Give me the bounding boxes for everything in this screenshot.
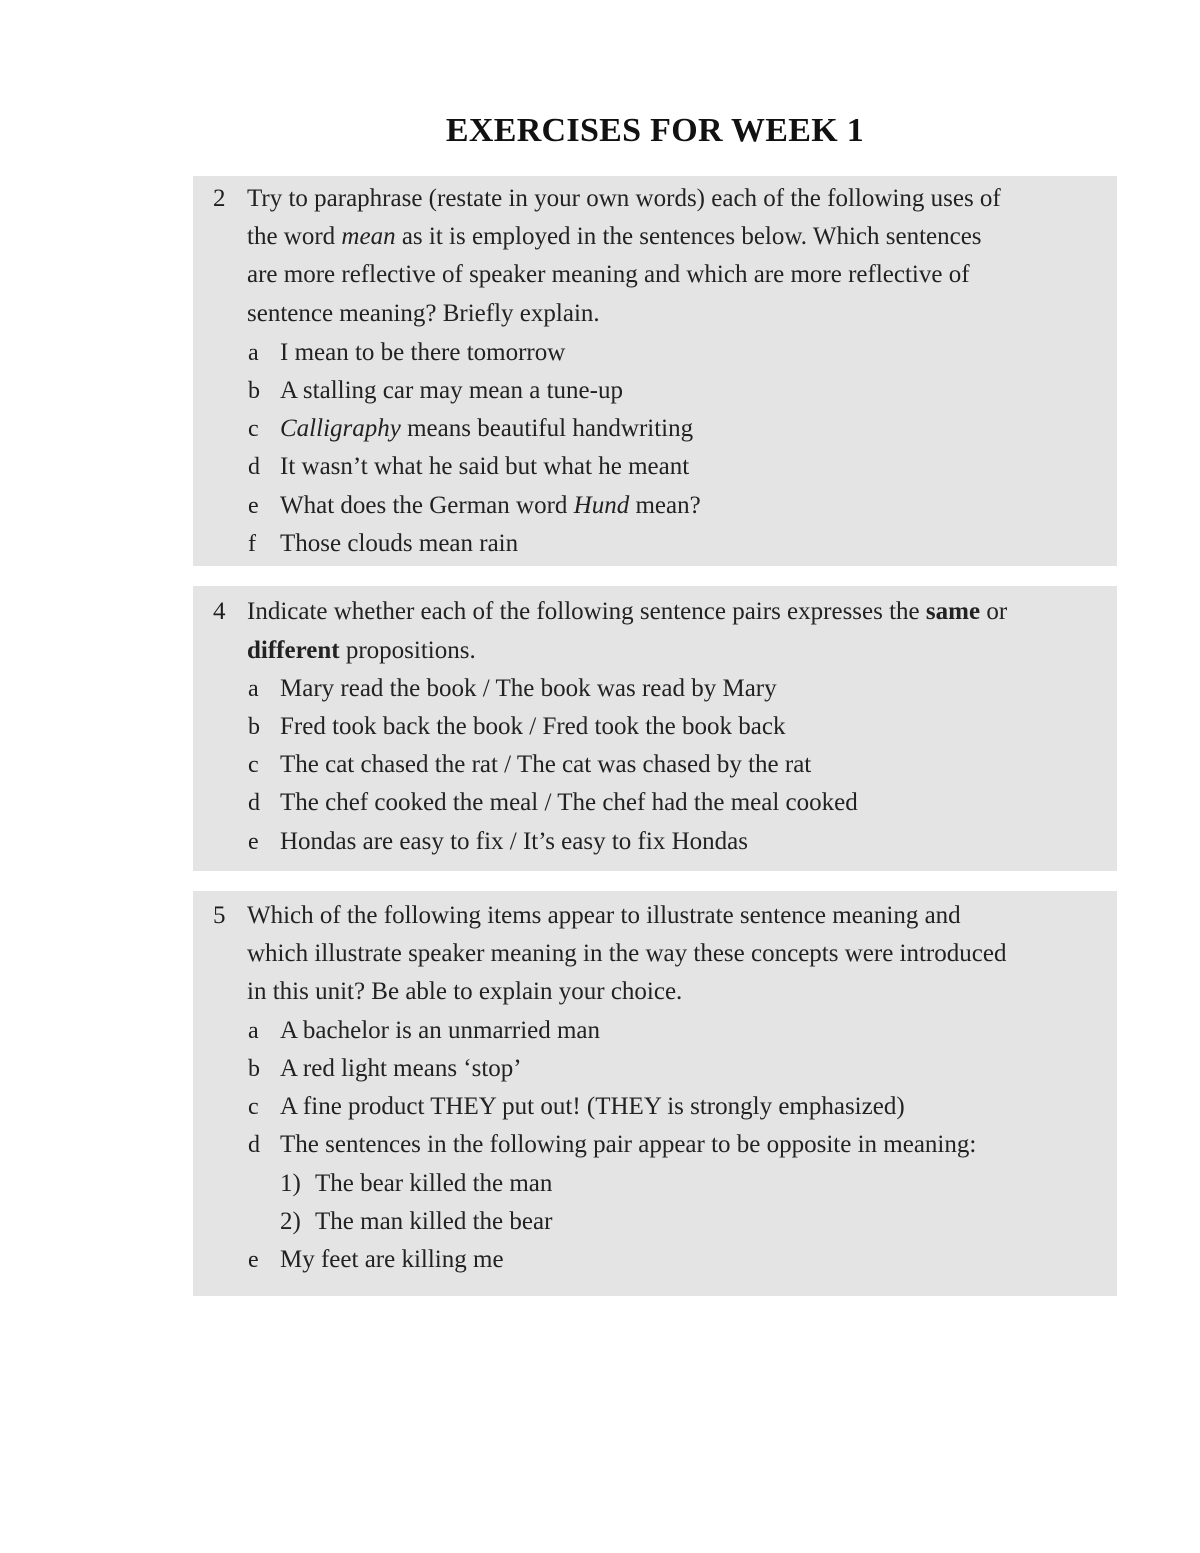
exercise-prompt-line: Which of the following items appear to illustrate sentence meaning and	[247, 902, 961, 929]
list-item: My feet are killing me	[280, 1246, 504, 1273]
list-item: Mary read the book / The book was read by Mary	[280, 675, 777, 702]
item-letter: c	[248, 1094, 259, 1120]
exercise-prompt-line: in this unit? Be able to explain your choice.	[247, 978, 683, 1005]
list-item: I mean to be there tomorrow	[280, 339, 566, 366]
sub-item-number: 1)	[280, 1170, 301, 1197]
list-item: Hondas are easy to fix / It’s easy to fix Hondas	[280, 828, 748, 855]
exercise-4-box	[193, 586, 1117, 871]
exercise-2-box	[193, 176, 1117, 566]
item-letter: f	[248, 531, 256, 557]
item-letter: a	[248, 1018, 259, 1044]
list-item: A bachelor is an unmarried man	[280, 1017, 601, 1044]
item-letter: c	[248, 752, 259, 778]
exercise-5-box	[193, 891, 1117, 1296]
list-item: Fred took back the book / Fred took the book back	[280, 713, 786, 740]
sub-item-number: 2)	[280, 1208, 301, 1235]
sub-list-item: The man killed the bear	[315, 1208, 553, 1235]
list-item: A fine product THEY put out! (THEY is strongly emphasized)	[280, 1093, 905, 1120]
exercise-number: 5	[213, 902, 226, 929]
item-letter: c	[248, 416, 259, 442]
item-letter: a	[248, 676, 259, 702]
list-item: Those clouds mean rain	[280, 530, 519, 557]
list-item: Calligraphy means beautiful handwriting	[280, 415, 694, 442]
item-letter: e	[248, 1247, 259, 1273]
page-title: EXERCISES FOR WEEK 1	[445, 112, 865, 149]
sub-list-item: The bear killed the man	[315, 1170, 553, 1197]
exercise-number: 4	[213, 598, 226, 625]
exercise-prompt-line: the word mean as it is employed in the sentences below. Which sentences	[247, 223, 982, 250]
exercise-prompt-line: which illustrate speaker meaning in the way these concepts were introduced	[247, 940, 1007, 967]
item-letter: e	[248, 829, 259, 855]
list-item: The cat chased the rat / The cat was chased by the rat	[280, 751, 812, 778]
item-letter: b	[248, 378, 260, 404]
item-letter: e	[248, 493, 259, 519]
list-item: A red light means ‘stop’	[280, 1055, 522, 1082]
list-item: The sentences in the following pair appear to be opposite in meaning:	[280, 1131, 977, 1158]
exercise-number: 2	[213, 185, 226, 212]
item-letter: b	[248, 1056, 260, 1082]
exercise-prompt-line: sentence meaning? Briefly explain.	[247, 300, 600, 327]
item-letter: b	[248, 714, 260, 740]
exercise-prompt-line: are more reflective of speaker meaning and which are more reflective of	[247, 261, 970, 288]
item-letter: d	[248, 454, 260, 480]
list-item: The chef cooked the meal / The chef had the meal cooked	[280, 789, 858, 816]
item-letter: d	[248, 1132, 260, 1158]
list-item: What does the German word Hund mean?	[280, 492, 701, 519]
list-item: A stalling car may mean a tune-up	[280, 377, 623, 404]
list-item: It wasn’t what he said but what he meant	[280, 453, 690, 480]
item-letter: a	[248, 340, 259, 366]
item-letter: d	[248, 790, 260, 816]
exercise-prompt-line: Try to paraphrase (restate in your own words) each of the following uses of	[247, 185, 1001, 212]
exercise-prompt-line: different propositions.	[247, 637, 476, 664]
exercise-prompt-line: Indicate whether each of the following sentence pairs expresses the same or	[247, 598, 1008, 625]
